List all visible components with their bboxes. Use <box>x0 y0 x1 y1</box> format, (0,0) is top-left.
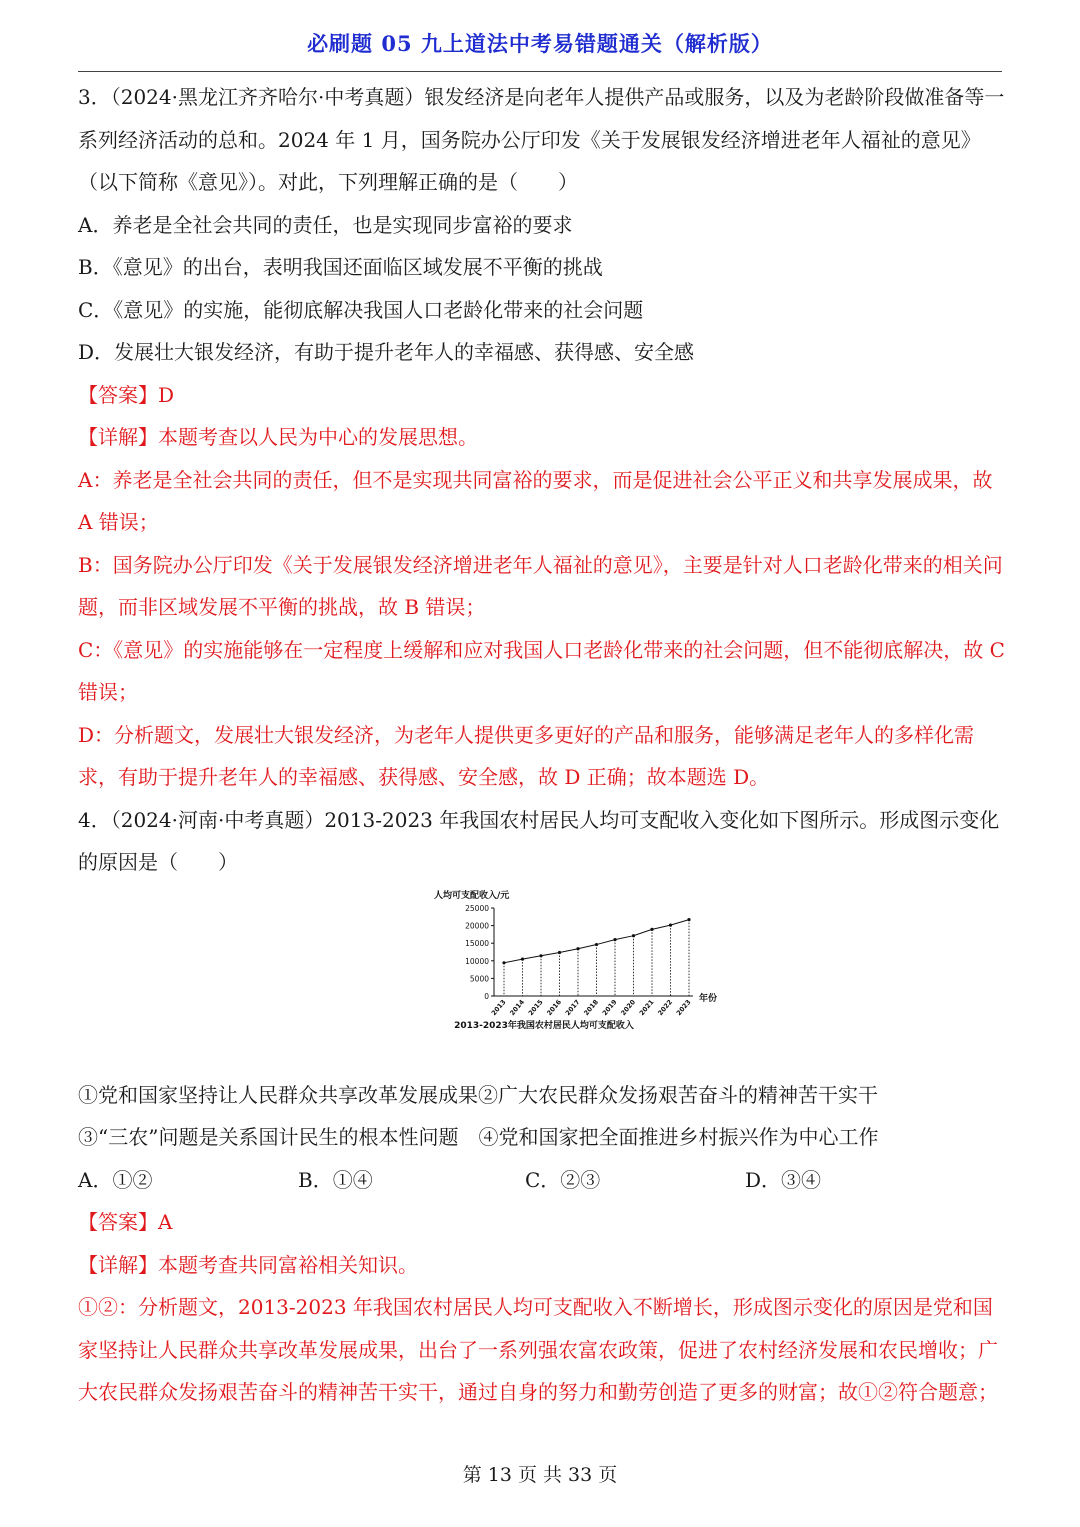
q4-statement-line-2: ③“三农”问题是关系国计民生的根本性问题 ④党和国家把全面推进乡村振兴作为中心工作 <box>78 1125 879 1149</box>
chart-xlabel: 年份 <box>699 993 718 1004</box>
q4-answer <box>78 1201 1006 1244</box>
income-chart-container <box>78 884 1006 1074</box>
chart-x-tick-label: 2017 <box>563 997 582 1017</box>
q4-option-c: C．②③ <box>525 1167 601 1192</box>
q3-detail-tag: 【详解】 <box>78 425 158 449</box>
chart-point <box>595 942 598 945</box>
q4-stem: 4．（2024·河南·中考真题）2013-2023 年我国农村居民人均可支配收入变化如下图所示。形成图示变化的原因是（ ） <box>78 807 1000 874</box>
q4-options <box>78 1159 1006 1202</box>
q4-detail <box>78 1244 1006 1287</box>
chart-point <box>669 923 672 926</box>
q3-detail <box>78 416 1006 459</box>
chart-point <box>539 954 542 957</box>
chart-x-tick-label: 2023 <box>674 997 693 1017</box>
q4-detail-tag: 【详解】 <box>78 1252 158 1277</box>
income-chart <box>428 888 728 1048</box>
chart-point <box>650 927 653 930</box>
chart-point <box>558 950 561 953</box>
q3-answer-tag: 【答案】 <box>78 382 158 407</box>
q3-analysis-a: A：养老是全社会共同的责任，但不是实现共同富裕的要求，而是促进社会公平正义和共享发展成果，故 A 错误； <box>78 467 993 534</box>
q3-option-b: B．《意见》的出台，表明我国还面临区域发展不平衡的挑战 <box>78 255 603 279</box>
chart-trend-line <box>504 919 689 962</box>
chart-point <box>502 961 505 964</box>
q4-option-d: D．③④ <box>745 1167 822 1192</box>
chart-point <box>521 957 524 960</box>
q3-option-a: A．养老是全社会共同的责任，也是实现同步富裕的要求 <box>78 212 573 237</box>
chart-y-tick-label: 10000 <box>465 956 489 966</box>
chart-title: 2013-2023年我国农村居民人均可支配收入 <box>454 1020 634 1031</box>
chart-point <box>613 938 616 941</box>
chart-y-tick-label: 15000 <box>465 938 489 948</box>
chart-point <box>576 947 579 950</box>
chart-x-tick-label: 2013 <box>489 997 508 1017</box>
chart-x-tick-label: 2016 <box>545 997 564 1017</box>
chart-x-tick-label: 2018 <box>582 997 601 1017</box>
chart-y-tick-label: 0 <box>484 991 489 1001</box>
chart-x-tick-label: 2015 <box>526 997 545 1017</box>
q3-answer-value: D <box>158 382 175 407</box>
chart-x-tick-label: 2022 <box>656 997 675 1017</box>
chart-x-tick-label: 2019 <box>600 997 619 1017</box>
chart-y-tick-label: 5000 <box>469 973 489 983</box>
page-header-title: 必刷题 05 九上道法中考易错题通关（解析版） <box>307 31 773 56</box>
q4-answer-tag: 【答案】 <box>78 1210 158 1234</box>
chart-point <box>687 918 690 921</box>
chart-y-tick-label: 25000 <box>465 903 489 913</box>
q4-answer-value: A <box>158 1210 173 1234</box>
chart-x-tick-label: 2021 <box>637 997 656 1017</box>
q4-statement-line-1: ①党和国家坚持让人民群众共享改革发展成果②广大农民群众发扬艰苦奋斗的精神苦干实干 <box>78 1082 878 1107</box>
q3-option-c: C．《意见》的实施，能彻底解决我国人口老龄化带来的社会问题 <box>78 297 644 322</box>
q3-answer <box>78 374 1006 417</box>
q4-option-a: A．①② <box>78 1167 153 1192</box>
q4-option-b: B．①④ <box>298 1167 373 1192</box>
q3-analysis-c: C：《意见》的实施能够在一定程度上缓解和应对我国人口老龄化带来的社会问题，但不能彻底解决，故 C 错误； <box>78 637 1005 704</box>
chart-ylabel: 人均可支配收入/元 <box>434 890 510 901</box>
chart-y-tick-label: 20000 <box>465 921 489 931</box>
q3-detail-text: 本题考查以人民为中心的发展思想。 <box>158 425 478 449</box>
chart-point <box>632 934 635 937</box>
q4-analysis-12: ①②：分析题文，2013-2023 年我国农村居民人均可支配收入不断增长，形成图示变化的原因是党和国家坚持让人民群众共享改革发展成果，出台了一系列强农富农政策，促进了农村经济发展和农民增收；广大农民群众发扬艰苦奋斗的精神苦干实干，通过自身的努力和勤劳创造了更多的财富；故①②符合题意； <box>78 1295 998 1404</box>
q3-option-d: D．发展壮大银发经济，有助于提升老年人的幸福感、获得感、安全感 <box>78 340 695 364</box>
q3-stem: 3．（2024·黑龙江齐齐哈尔·中考真题）银发经济是向老年人提供产品或服务，以及为老龄阶段做准备等一系列经济活动的总和。2024 年 1 月，国务院办公厅印发《关于发展银发经济增进老年人福祉的意见》（以下简称《意见》）。对此，下列理解正确的是（ ） <box>78 85 1005 194</box>
document-body <box>78 76 1006 1414</box>
chart-x-tick-label: 2014 <box>508 997 527 1017</box>
page-footer: 第 13 页 共 33 页 <box>462 1464 618 1486</box>
q3-analysis-d: D：分析题文，发展壮大银发经济，为老年人提供更多更好的产品和服务，能够满足老年人的多样化需求，有助于提升老年人的幸福感、获得感、安全感，故 D 正确；故本题选 D。 <box>78 722 975 789</box>
chart-x-tick-label: 2020 <box>619 997 638 1017</box>
q3-analysis-b: B：国务院办公厅印发《关于发展银发经济增进老年人福祉的意见》，主要是针对人口老龄化带来的相关问题，而非区域发展不平衡的挑战，故 B 错误； <box>78 552 1003 619</box>
header-divider <box>78 71 1002 72</box>
q4-detail-text: 本题考查共同富裕相关知识。 <box>158 1252 418 1277</box>
